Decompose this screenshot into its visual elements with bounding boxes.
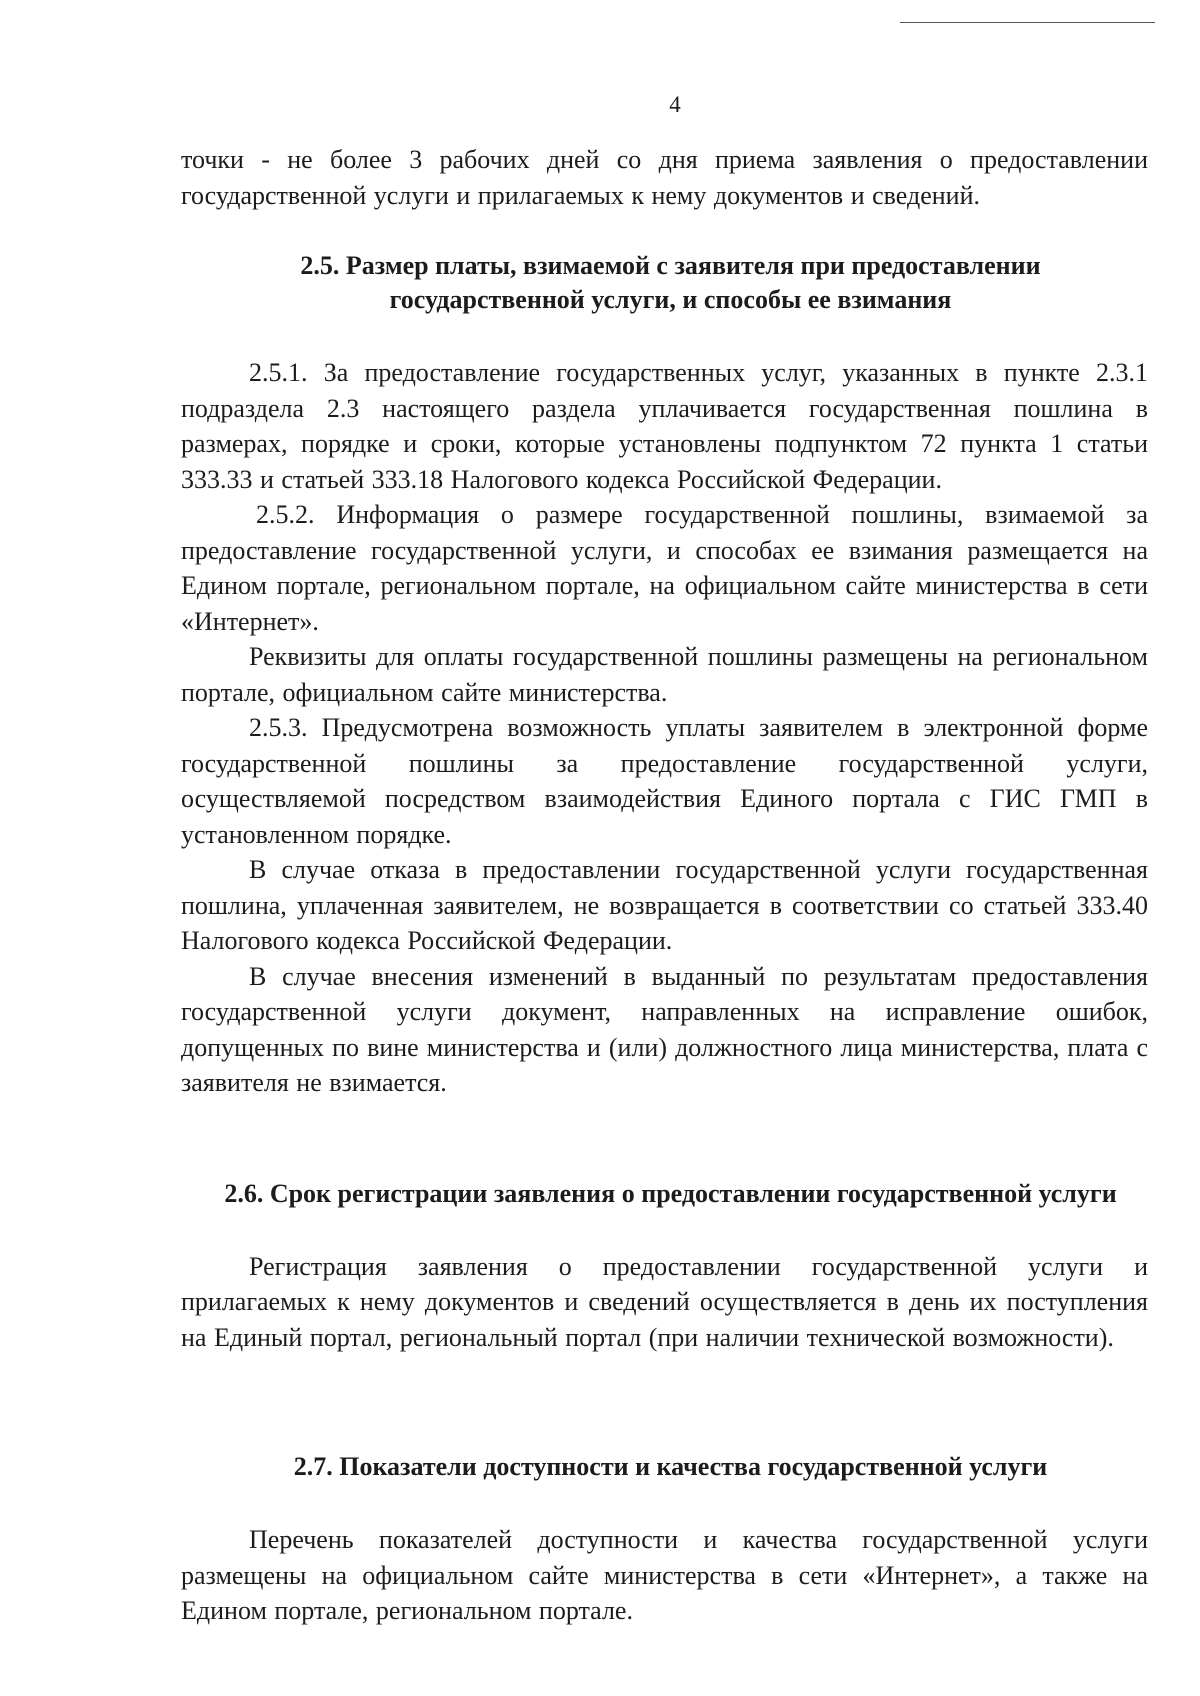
header-rule bbox=[900, 22, 1155, 23]
section-2-5-heading bbox=[193, 249, 1148, 317]
paragraph-corrections: В случае внесения изменений в выданный по результатам предоставления государственной услуги документ, направленных на исправление ошибок, допущенных по вине министерства и (или) должностного лица министерства, плата с заявителя не взимается. bbox=[181, 961, 1148, 1097]
paragraph-refusal: В случае отказа в предоставлении государственной услуги государственная пошлина, уплаченная заявителем, не возвращается в соответствии со статьей 333.40 Налогового кодекса Российской Федерации. bbox=[181, 855, 1148, 955]
paragraph-2-5-1: 2.5.1. За предоставление государственных услуг, указанных в пункте 2.3.1 подраздела 2.3 настоящего раздела уплачивается государственная пошлина в размерах, порядке и сроки, которые установлены подпунктом 72 пункта 1 статьи 333.33 и статьей 333.18 Налогового кодекса Российской Федерации. bbox=[181, 358, 1148, 494]
paragraph-2-5-3: 2.5.3. Предусмотрена возможность уплаты заявителем в электронной форме государственной пошлины за предоставление государственной услуги, осуществляемой посредством взаимодействия Единого портала с ГИС ГМП в установленном порядке. bbox=[181, 713, 1148, 849]
document-body bbox=[181, 142, 1148, 1629]
section-2-6-heading: 2.6. Срок регистрации заявления о предоставлении государственной услуги bbox=[224, 1178, 1117, 1208]
page-number: 4 bbox=[669, 92, 681, 117]
paragraph-requisites: Реквизиты для оплаты государственной пошлины размещены на региональном портале, официальном сайте министерства. bbox=[181, 642, 1148, 707]
paragraph-registration: Регистрация заявления о предоставлении государственной услуги и прилагаемых к нему документов и сведений осуществляется в день их поступления на Единый портал, региональный портал (при наличии технической возможности). bbox=[181, 1251, 1148, 1352]
section-2-7-heading: 2.7. Показатели доступности и качества государственной услуги bbox=[293, 1452, 1048, 1481]
paragraph-2-5-2: 2.5.2. Информация о размере государственной пошлины, взимаемой за предоставление государственной услуги, и способах ее взимания размещается на Едином портале, региональном портале, на официальном сайте министерства в сети «Интернет». bbox=[181, 500, 1148, 636]
paragraph-indicators: Перечень показателей доступности и качества государственной услуги размещены на официальном сайте министерства в сети «Интернет», а также на Едином портале, региональном портале. bbox=[181, 1525, 1148, 1625]
section-2-5-heading-line1: 2.5. Размер платы, взимаемой с заявителя при предоставлении bbox=[300, 251, 1041, 280]
continuation-paragraph: точки - не более 3 рабочих дней со дня приема заявления о предоставлении государственной услуги и прилагаемых к нему документов и сведений. bbox=[181, 145, 1148, 210]
section-2-5-heading-line2: государственной услуги, и способы ее взимания bbox=[389, 285, 952, 314]
